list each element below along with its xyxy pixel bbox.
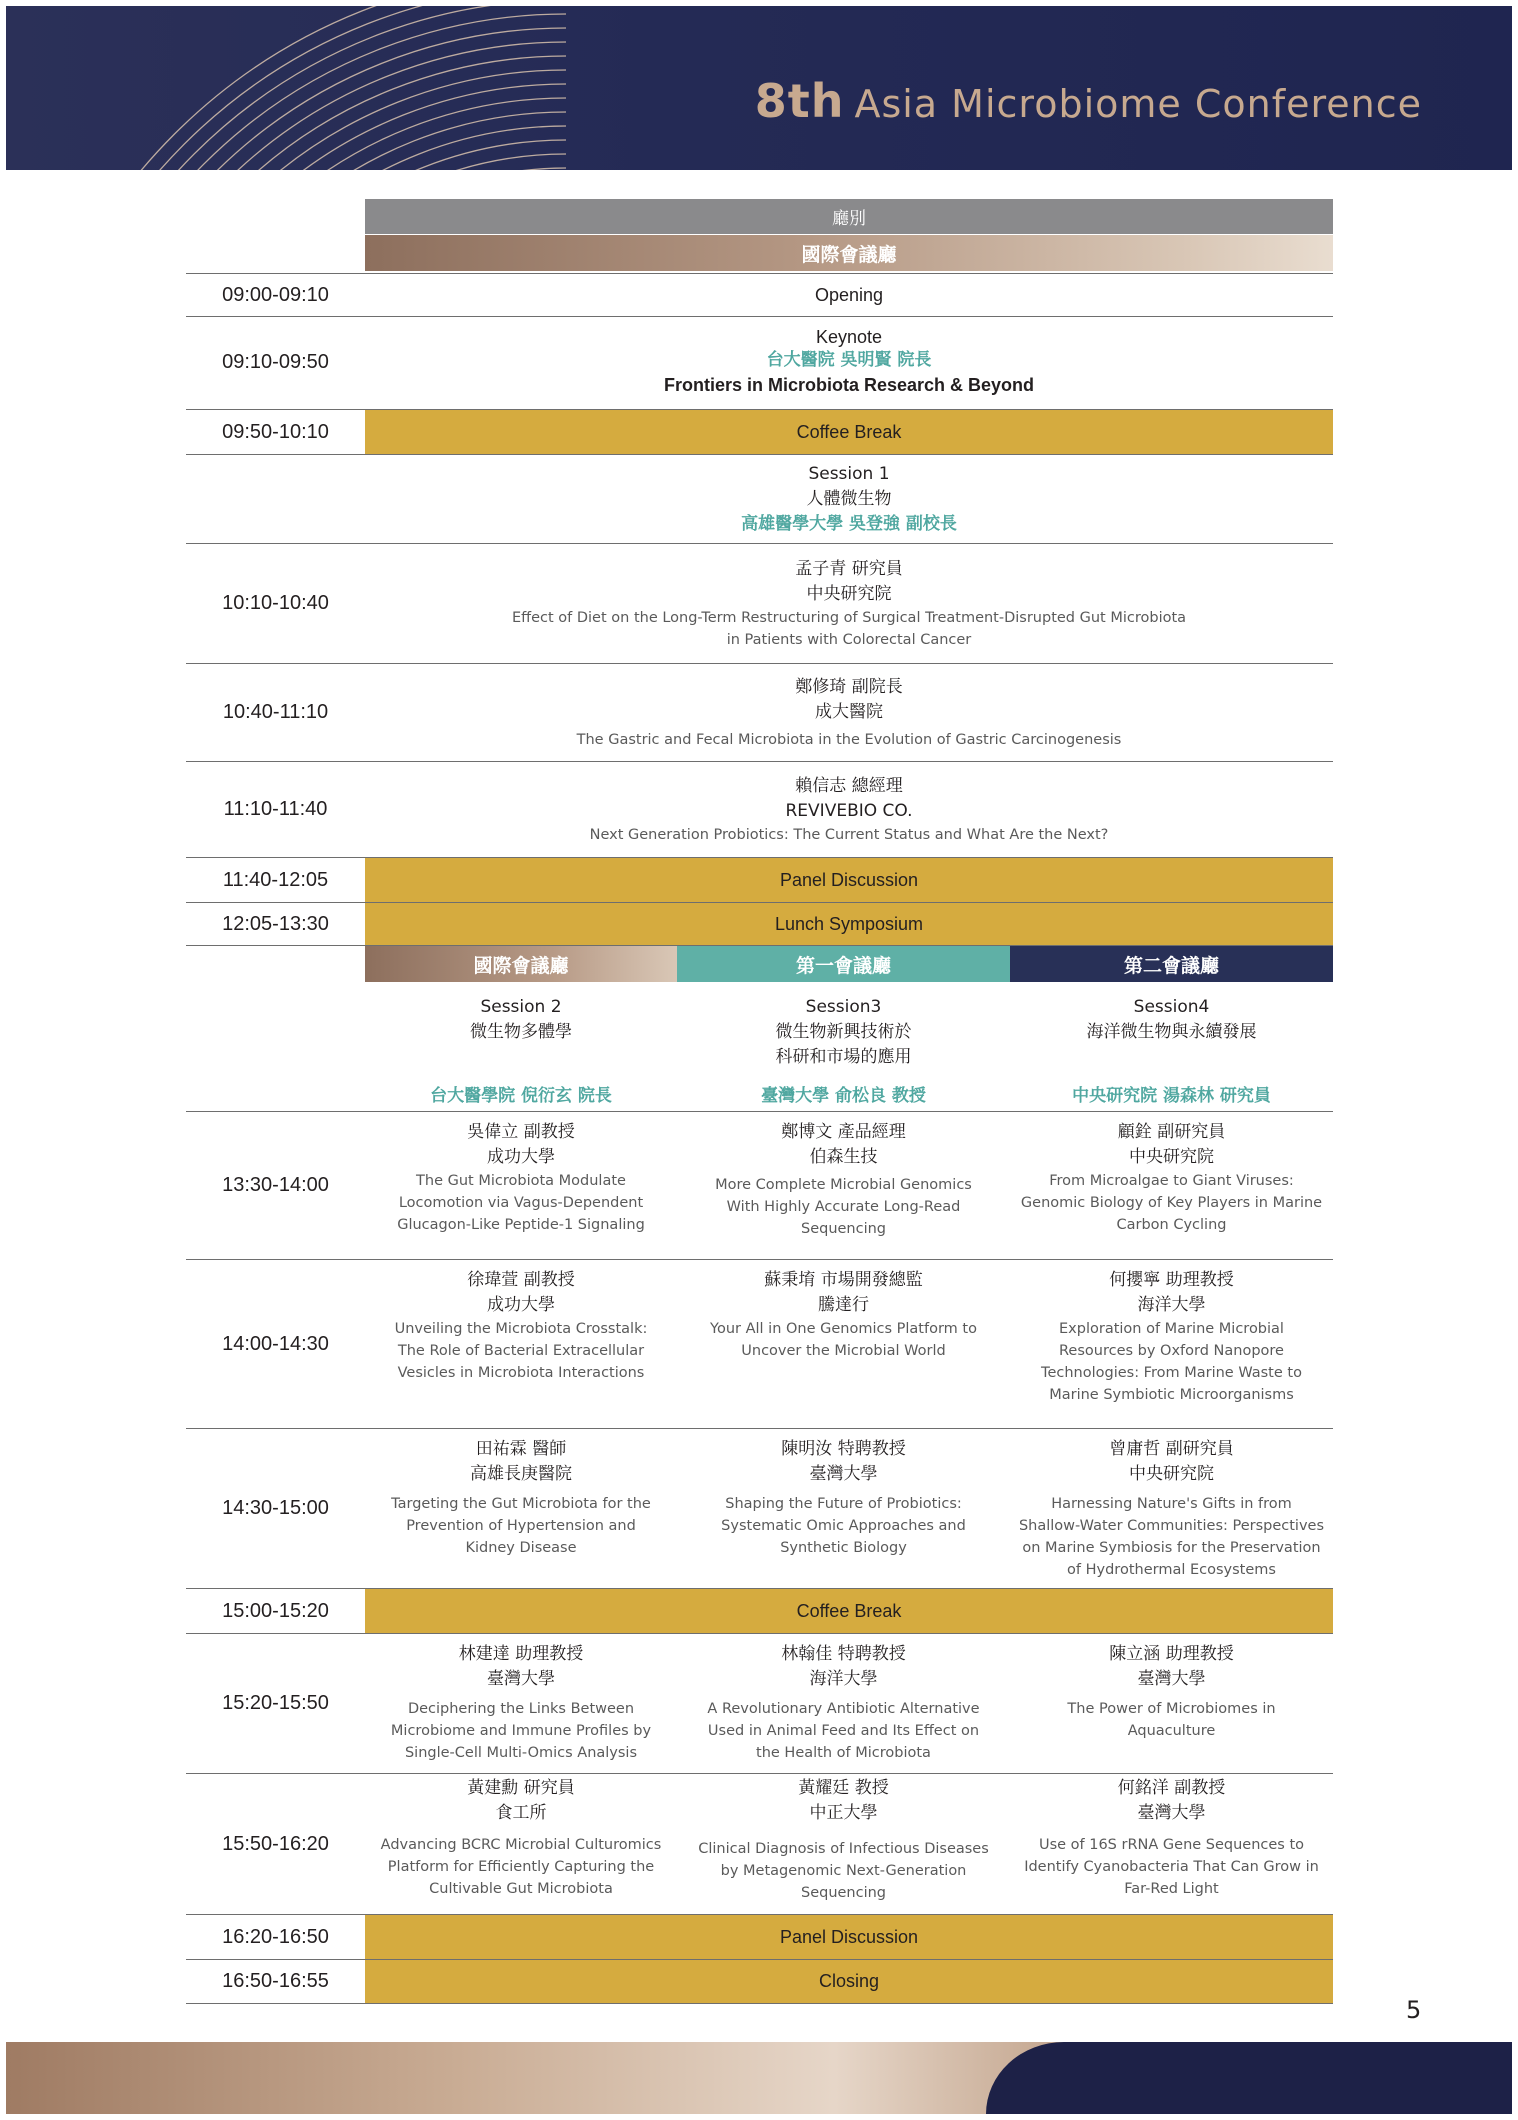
- session-chair: 高雄醫學大學 吳登強 副校長: [741, 513, 957, 534]
- keynote-label: Keynote: [815, 327, 883, 347]
- track-header-international-hall: 國際會議廳: [365, 946, 677, 982]
- schedule-row: [186, 1960, 1333, 2004]
- talk-title-line: Synthetic Biology: [780, 1540, 907, 1556]
- speaker-name: 吳偉立 副教授: [467, 1122, 575, 1142]
- time-slot: 16:20-16:50: [222, 1925, 329, 1948]
- speaker-organization: 臺灣大學: [1137, 1669, 1206, 1689]
- talk-title-line: From Microalgae to Giant Viruses:: [1049, 1173, 1294, 1189]
- talk-title-line: Use of 16S rRNA Gene Sequences to: [1038, 1837, 1305, 1853]
- speaker-name: 陳明汝 特聘教授: [781, 1439, 906, 1459]
- talk-item: [677, 1429, 1010, 1588]
- schedule-row: [186, 858, 1333, 903]
- talk-title-line: Uncover the Microbial World: [741, 1343, 946, 1359]
- time-slot: 14:00-14:30: [222, 1332, 329, 1355]
- talk-title-line: in Patients with Colorectal Cancer: [726, 631, 972, 648]
- talk-title-line: Technologies: From Marine Waste to: [1041, 1365, 1302, 1381]
- talk-item: [677, 1634, 1010, 1773]
- talk-title-line: Advancing BCRC Microbial Culturomics: [380, 1837, 662, 1853]
- session-topic: 科研和市場的應用: [775, 1047, 912, 1067]
- talk-title-line: The Power of Microbiomes in: [1067, 1701, 1276, 1717]
- talk-item: [365, 1774, 677, 1914]
- break-text: Lunch Symposium: [774, 913, 924, 934]
- talk-title-line: Unveiling the Microbiota Crosstalk:: [394, 1321, 648, 1337]
- talk-title-line: A Revolutionary Antibiotic Alternative: [707, 1701, 980, 1717]
- speaker-organization: 海洋大學: [809, 1669, 878, 1689]
- speaker-organization: 成功大學: [487, 1147, 555, 1167]
- session-topic: 人體微生物: [806, 488, 892, 509]
- session-header-row: [186, 983, 1333, 1112]
- time-slot: 12:05-13:30: [222, 912, 329, 935]
- item-text: Opening: [814, 284, 884, 305]
- talk-item: [365, 1112, 677, 1259]
- time-slot: 14:30-15:00: [222, 1497, 329, 1519]
- talk-title-line: Systematic Omic Approaches and: [721, 1518, 966, 1534]
- talk-title-line: Identify Cyanobacteria That Can Grow in: [1024, 1859, 1319, 1875]
- speaker-name: 徐瑋萱 副教授: [467, 1270, 575, 1290]
- schedule-row: [186, 1112, 1333, 1260]
- schedule-row: [186, 1634, 1333, 1774]
- talk-title-line: Single-Cell Multi-Omics Analysis: [404, 1745, 638, 1761]
- time-slot: 11:10-11:40: [223, 798, 328, 820]
- speaker-name: 陳立涵 助理教授: [1109, 1644, 1234, 1664]
- talk-title-line: Cultivable Gut Microbiota: [429, 1881, 613, 1897]
- talk-item: [677, 1112, 1010, 1259]
- speaker-name: 蘇秉堉 市場開發總監: [764, 1270, 923, 1290]
- conference-edition: 8th: [754, 74, 845, 128]
- break-text: Coffee Break: [796, 421, 902, 442]
- talk-title-line: the Health of Microbiota: [756, 1745, 931, 1761]
- speaker-organization: 成大醫院: [815, 701, 883, 722]
- talk-title-line: Harnessing Nature's Gifts in from: [1051, 1496, 1292, 1512]
- time-slot: 11:40-12:05: [222, 868, 329, 891]
- talk-title-line: Deciphering the Links Between: [407, 1701, 635, 1717]
- session-label: Session 2: [480, 997, 562, 1017]
- session-chair: 台大醫學院 倪衍玄 院長: [430, 1086, 612, 1106]
- speaker-organization: 臺灣大學: [487, 1669, 555, 1689]
- talk-item: [365, 1260, 677, 1428]
- speaker-name: 林建達 助理教授: [458, 1644, 584, 1664]
- talk-title-line: Aquaculture: [1127, 1723, 1216, 1739]
- talk-title-line: Prevention of Hypertension and: [406, 1518, 636, 1534]
- talk-title-line: Effect of Diet on the Long-Term Restructuring of Surgical Treatment-Disrupted Gut Microbiota: [511, 609, 1187, 626]
- time-slot: 10:10-10:40: [222, 592, 329, 614]
- talk-item: [1010, 1260, 1333, 1428]
- session-header: [365, 983, 677, 1111]
- talk-title-line: Carbon Cycling: [1116, 1217, 1227, 1233]
- talk-title-line: Shallow-Water Communities: Perspectives: [1018, 1518, 1325, 1534]
- session-header-row: [186, 455, 1333, 544]
- talk-item: [365, 1429, 677, 1588]
- speaker-name: 賴信志 總經理: [795, 775, 903, 796]
- keynote-title: Frontiers in Microbiota Research & Beyond: [663, 375, 1035, 395]
- speaker-organization: 中正大學: [809, 1803, 878, 1823]
- speaker-name: 鄭博文 產品經理: [781, 1122, 906, 1142]
- footer-navy-shape: [986, 2042, 1512, 2114]
- talk-title-line: Sequencing: [800, 1221, 887, 1237]
- schedule-row: [186, 544, 1333, 664]
- break-item: [365, 1915, 1333, 1959]
- talk-title-line: Used in Animal Feed and Its Effect on: [707, 1723, 980, 1739]
- break-item: [365, 1960, 1333, 2003]
- speaker-organization: 臺灣大學: [809, 1464, 878, 1484]
- talk-title-line: Exploration of Marine Microbial: [1059, 1321, 1284, 1337]
- program-item: [365, 274, 1333, 316]
- talk-title-line: Microbiome and Immune Profiles by: [390, 1723, 652, 1739]
- break-item: [365, 858, 1333, 902]
- talk-title-line: The Gastric and Fecal Microbiota in the Evolution of Gastric Carcinogenesis: [576, 731, 1122, 748]
- talk-title-line: Resources by Oxford Nanopore: [1059, 1343, 1284, 1359]
- talk-title-line: More Complete Microbial Genomics: [715, 1177, 972, 1193]
- time-slot: 16:50-16:55: [222, 1970, 329, 1992]
- talk-title-line: The Role of Bacterial Extracellular: [397, 1343, 645, 1359]
- talk-title-line: Shaping the Future of Probiotics:: [725, 1496, 962, 1512]
- session-topic: 微生物多體學: [470, 1022, 572, 1042]
- talk-item: [365, 762, 1333, 857]
- schedule-row: [186, 273, 1333, 317]
- speaker-name: 黃建勳 研究員: [467, 1778, 575, 1798]
- talk-title-line: Sequencing: [800, 1885, 887, 1901]
- break-text: Closing: [818, 1971, 880, 1991]
- speaker-organization: 騰達行: [818, 1295, 869, 1315]
- keynote-speaker: 台大醫院 吳明賢 院長: [766, 350, 932, 370]
- page-number: 5: [1406, 1996, 1422, 2024]
- schedule-row: [186, 762, 1333, 858]
- speaker-name: 曾庸哲 副研究員: [1109, 1439, 1234, 1459]
- speaker-organization: REVIVEBIO CO.: [785, 800, 913, 821]
- talk-title-line: Vesicles in Microbiota Interactions: [397, 1365, 645, 1381]
- speaker-organization: 成功大學: [487, 1295, 555, 1315]
- speaker-name: 黃耀廷 教授: [798, 1778, 889, 1798]
- speaker-organization: 中央研究院: [806, 583, 892, 604]
- speaker-organization: 高雄長庚醫院: [470, 1464, 572, 1484]
- room-group-header: 廳別: [365, 199, 1333, 234]
- speaker-name: 顧銓 副研究員: [1117, 1122, 1226, 1142]
- talk-item: [1010, 1774, 1333, 1914]
- session-chair: 臺灣大學 俞松良 教授: [761, 1086, 926, 1106]
- session-chair: 中央研究院 湯森林 研究員: [1072, 1086, 1271, 1106]
- break-text: Panel Discussion: [779, 869, 919, 890]
- speaker-name: 林翰佳 特聘教授: [781, 1644, 906, 1664]
- talk-item: [365, 1634, 677, 1773]
- talk-item: [365, 544, 1333, 663]
- schedule-row: [186, 1260, 1333, 1429]
- break-item: [365, 410, 1333, 454]
- session-label: Session4: [1133, 997, 1210, 1017]
- session-topic: 微生物新興技術於: [775, 1022, 912, 1042]
- time-slot: 13:30-14:00: [222, 1174, 329, 1196]
- schedule-row: [186, 1915, 1333, 1960]
- session-topic: 海洋微生物與永續發展: [1086, 1022, 1257, 1042]
- speaker-name: 何銘洋 副教授: [1117, 1778, 1226, 1798]
- session-label: Session3: [805, 997, 882, 1017]
- talk-title-line: Your All in One Genomics Platform to: [710, 1321, 977, 1337]
- talk-title-line: by Metagenomic Next-Generation: [720, 1863, 967, 1879]
- speaker-name: 何攖寧 助理教授: [1109, 1270, 1234, 1290]
- talk-title-line: Platform for Efficiently Capturing the: [387, 1859, 655, 1875]
- session-header: [677, 983, 1010, 1111]
- speaker-organization: 臺灣大學: [1137, 1803, 1206, 1823]
- speaker-organization: 中央研究院: [1129, 1464, 1214, 1484]
- speaker-name: 孟子青 研究員: [795, 558, 903, 579]
- talk-title-line: The Gut Microbiota Modulate: [416, 1173, 626, 1189]
- break-text: Coffee Break: [796, 1600, 902, 1621]
- schedule-row: [186, 410, 1333, 455]
- time-slot: 15:50-16:20: [222, 1832, 329, 1855]
- session-header: [365, 455, 1333, 543]
- speaker-name: 鄭修琦 副院長: [795, 676, 903, 697]
- speaker-organization: 食工所: [495, 1803, 547, 1823]
- footer-band: [6, 2042, 1512, 2114]
- break-item: [365, 903, 1333, 945]
- talk-title-line: Genomic Biology of Key Players in Marine: [1020, 1195, 1323, 1211]
- time-slot: 10:40-11:10: [222, 701, 329, 723]
- time-slot: 09:50-10:10: [222, 420, 329, 443]
- break-item: [365, 1589, 1333, 1633]
- time-slot: 15:20-15:50: [222, 1692, 329, 1714]
- speaker-organization: 伯森生技: [809, 1147, 878, 1167]
- room-main-header: 國際會議廳: [365, 235, 1333, 271]
- time-slot: [186, 455, 365, 543]
- talk-title-line: Glucagon-Like Peptide-1 Signaling: [397, 1217, 645, 1233]
- break-text: Panel Discussion: [779, 1926, 919, 1947]
- time-slot: [186, 983, 365, 1111]
- talk-title-line: Locomotion via Vagus-Dependent: [398, 1195, 644, 1211]
- talk-item: [1010, 1634, 1333, 1773]
- track-headers: [365, 946, 1333, 982]
- talk-title-line: Clinical Diagnosis of Infectious Diseases: [698, 1841, 989, 1857]
- talk-item: [1010, 1112, 1333, 1259]
- time-slot: 09:10-09:50: [222, 351, 329, 373]
- schedule-row: [186, 1429, 1333, 1589]
- keynote-item: [365, 316, 1333, 409]
- track-header-hall-2: 第二會議廳: [1010, 946, 1333, 982]
- talk-title-line: Kidney Disease: [465, 1540, 577, 1556]
- talk-item: [365, 664, 1333, 761]
- talk-title-line: Marine Symbiotic Microorganisms: [1049, 1387, 1294, 1403]
- time-slot: 15:00-15:20: [222, 1599, 329, 1622]
- time-slot: 09:00-09:10: [222, 283, 329, 306]
- session-label: Session 1: [808, 463, 890, 484]
- schedule-row: [186, 664, 1333, 762]
- talk-title-line: Targeting the Gut Microbiota for the: [391, 1496, 651, 1512]
- conference-name: Asia Microbiome Conference: [854, 82, 1422, 126]
- talk-title-line: Next Generation Probiotics: The Current Status and What Are the Next?: [589, 826, 1109, 843]
- schedule-row: [186, 903, 1333, 946]
- speaker-organization: 中央研究院: [1129, 1147, 1214, 1167]
- speaker-organization: 海洋大學: [1137, 1295, 1206, 1315]
- speaker-name: 田祐霖 醫師: [475, 1439, 567, 1459]
- talk-title-line: With Highly Accurate Long-Read: [726, 1199, 961, 1215]
- talk-item: [677, 1774, 1010, 1914]
- talk-title-line: of Hydrothermal Ecosystems: [1067, 1562, 1276, 1578]
- track-header-hall-1: 第一會議廳: [677, 946, 1010, 982]
- talk-item: [1010, 1429, 1333, 1588]
- talk-title-line: Far-Red Light: [1124, 1881, 1219, 1897]
- talk-item: [677, 1260, 1010, 1428]
- session-header: [1010, 983, 1333, 1111]
- schedule-row: [186, 316, 1333, 410]
- talk-title-line: on Marine Symbiosis for the Preservation: [1022, 1540, 1321, 1556]
- schedule-row: [186, 1774, 1333, 1915]
- schedule-row: [186, 1589, 1333, 1634]
